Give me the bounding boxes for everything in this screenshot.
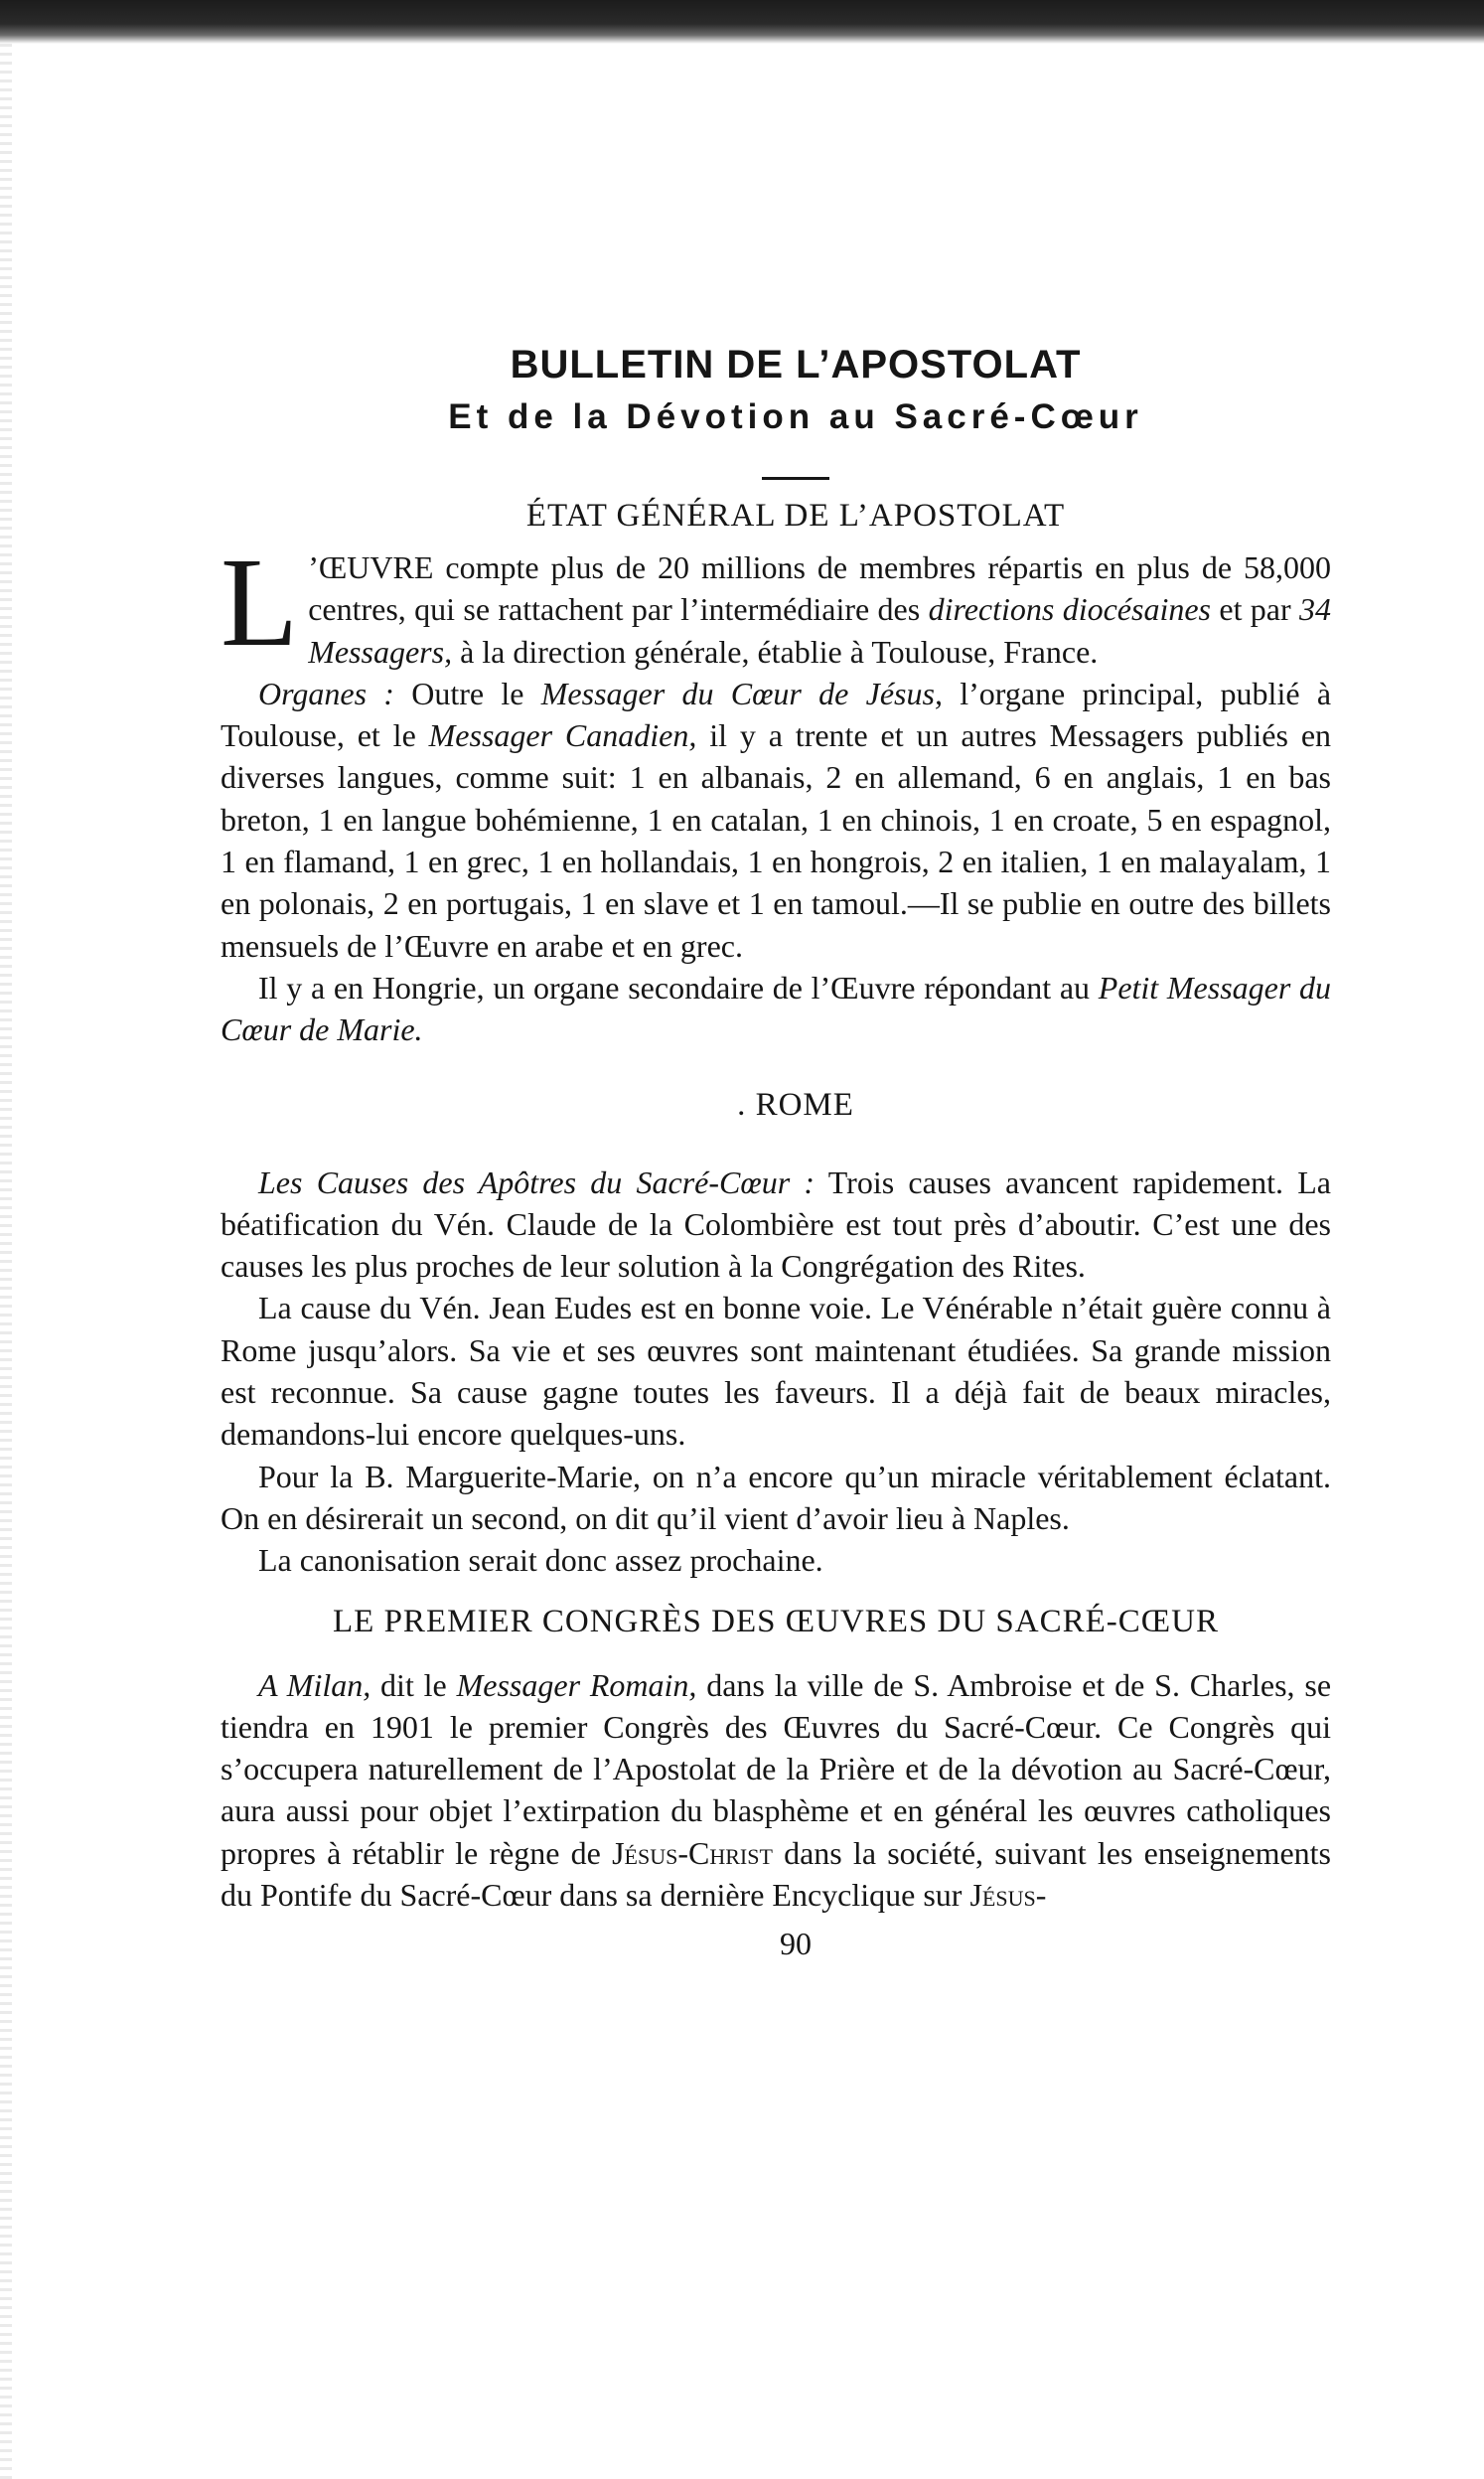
paragraph-rome-3: Pour la B. Marguerite-Marie, on n’a encore qu’un miracle véritablement éclatant. On en désirerait un second, on dit qu’il vient d’avoir lieu à Naples. — [221, 1458, 1331, 1536]
section-heading-rome: . ROME — [737, 1086, 854, 1123]
italic-run: Organes : — [258, 675, 394, 711]
paragraph-rome-1 — [221, 1162, 1331, 1288]
section-heading-congres: LE PREMIER CONGRÈS DES ŒUVRES DU SACRÉ-CŒUR — [333, 1603, 1219, 1639]
italic-run: Messager Canadien, — [428, 717, 697, 754]
scan-top-edge — [0, 0, 1484, 44]
text-run: à la direction générale, établie à Toulouse, France. — [452, 633, 1099, 670]
text-run: il y a trente et un autres Messagers publiés en diverses langues, comme suit: 1 en albanais, 2 en allemand, 6 en anglais, 1 en bas breton, 1 en langue bohémienne, 1 en catalan, 1 en chinois, 1 en croate, 5 en espagnol, 1 en flamand, 1 en grec, 1 en hollandais, 1 en hongrois, 2 en italien, 1 en malayalam, 1 en polonais, 2 en portugais, 1 en slave et 1 en tamoul.—Il se publie en outre des billets mensuels de l’Œuvre en arabe et en grec. — [221, 717, 1332, 964]
paragraph-etat-2 — [221, 673, 1331, 967]
document-page — [221, 343, 1331, 1962]
small-caps-run: Jésus- — [969, 1877, 1047, 1914]
text-run: ’ŒUVRE compte plus de 20 millions de membres répartis en plus de 58,000 centres, qui se rattachent par l’intermédiaire des — [308, 549, 1331, 628]
italic-run: Messager du Cœur de Jésus, — [540, 675, 943, 711]
text-run: dans la société, suivant les enseignements du Pontife du Sacré-Cœur dans sa dernière Encyclique sur — [221, 1834, 1332, 1914]
italic-run: 34 Messagers, — [308, 591, 1332, 670]
italic-run: directions diocésaines — [928, 591, 1212, 628]
bulletin-title: BULLETIN DE L’APOSTOLAT — [510, 343, 1082, 387]
text-run: Trois causes avancent rapidement. La béatification du Vén. Claude de la Colombière est tout près d’aboutir. C’est une des causes les plus proches de leur solution à la Congrégation des Rites. — [221, 1163, 1332, 1285]
paragraph-etat-3 — [221, 967, 1331, 1051]
text-run: dit le — [371, 1666, 457, 1703]
small-caps-run: Jésus-Christ — [612, 1834, 773, 1871]
paragraph-rome-2: La cause du Vén. Jean Eudes est en bonne voie. Le Vénérable n’était guère connu à Rome jusqu’alors. Sa vie et ses œuvres sont maintenant étudiées. Sa grande mission est reconnue. Sa cause gagne toutes les faveurs. Il a déjà fait de beaux miracles, demandons-lui encore quelques-uns. — [221, 1290, 1331, 1453]
title-rule — [762, 477, 829, 480]
paragraph-rome-4: La canonisation serait donc assez prochaine. — [258, 1542, 823, 1579]
text-run: l’organe principal, publié à Toulouse, et le — [221, 675, 1332, 754]
italic-run: Les Causes des Apôtres du Sacré-Cœur : — [258, 1163, 816, 1200]
text-run: Il y a en Hongrie, un organe secondaire de l’Œuvre répondant au — [258, 969, 1099, 1006]
bulletin-subtitle: Et de la Dévotion au Sacré-Cœur — [448, 397, 1143, 436]
italic-run: Messager Romain, — [456, 1666, 697, 1703]
paragraph-congres-1 — [221, 1664, 1331, 1917]
page-number: 90 — [780, 1926, 812, 1962]
text-run: et par — [1211, 591, 1300, 628]
italic-run: A Milan, — [258, 1666, 371, 1703]
text-run: dans la ville de S. Ambroise et de S. Charles, se tiendra en 1901 le premier Congrès des Œuvres du Sacré-Cœur. Ce Congrès qui s’occupera naturellement de l’Apostolat de la Prière et de la dévotion au Sacré-Cœur, aura aussi pour objet l’extirpation du blasphème et en général les œuvres catholiques propres à rétablir le règne de — [221, 1666, 1332, 1871]
scan-left-edge — [0, 44, 12, 2479]
drop-cap: L — [221, 532, 299, 673]
paragraph-etat-1 — [221, 532, 1332, 673]
section-heading-etat: ÉTAT GÉNÉRAL DE L’APOSTOLAT — [525, 498, 1066, 534]
italic-run: Petit Messager du Cœur de Marie. — [221, 969, 1332, 1048]
text-run: Outre le — [393, 675, 541, 711]
